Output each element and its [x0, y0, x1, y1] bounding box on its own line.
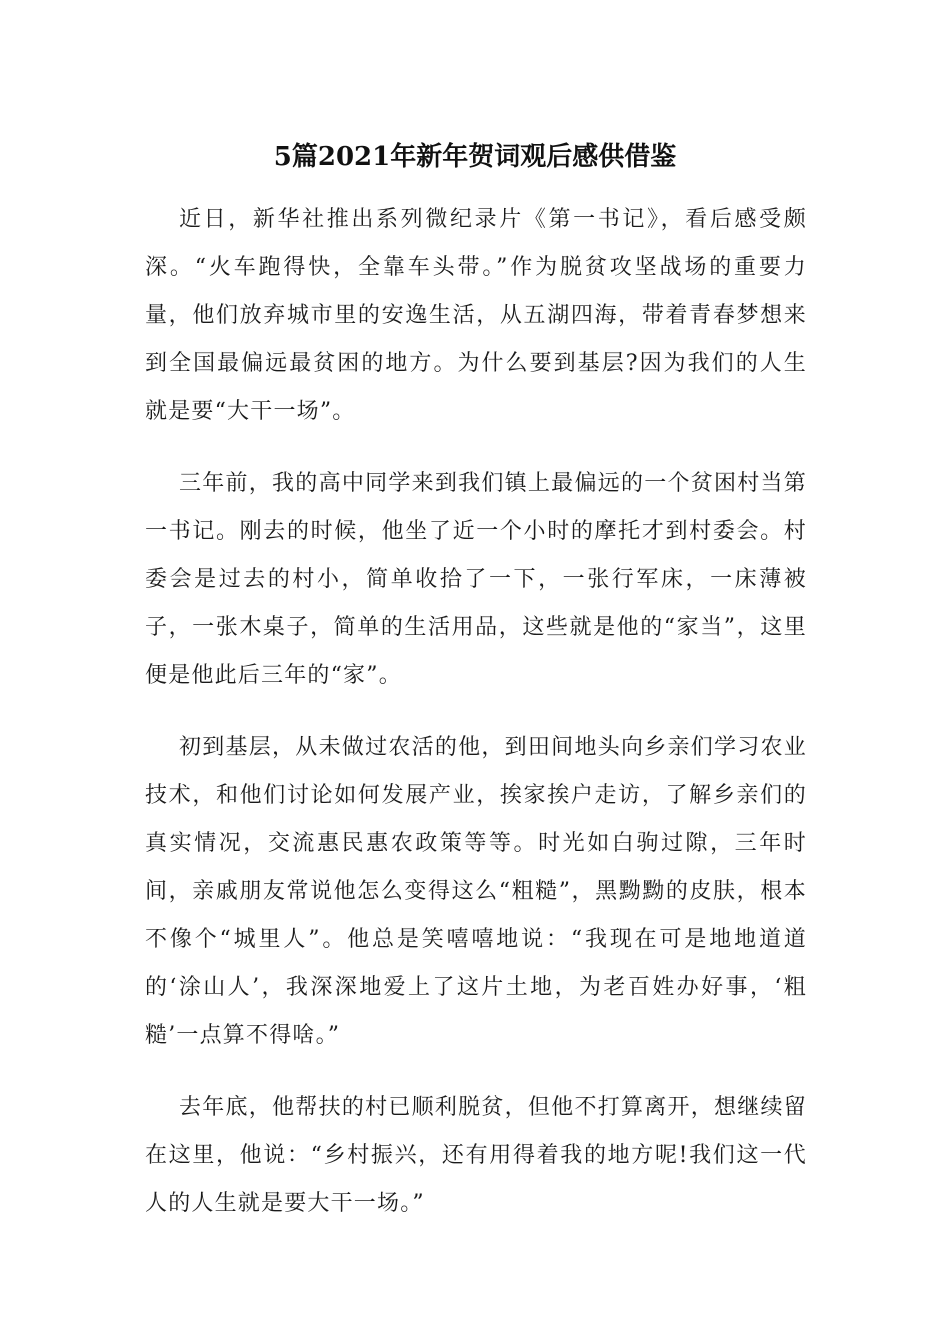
- document-title: 5篇2021年新年贺词观后感供借鉴: [273, 142, 677, 172]
- paragraph-4: 去年底，他帮扶的村已顺利脱贫，但他不打算离开，想继续留在这里，他说：“乡村振兴，还有用得着我的地方呢!我们这一代人的人生就是要大干一场。”: [145, 1095, 807, 1216]
- paragraph-1: 近日，新华社推出系列微纪录片《第一书记》，看后感受颇深。“火车跑得快，全靠车头带。”作为脱贫攻坚战场的重要力量，他们放弃城市里的安逸生活，从五湖四海，带着青春梦想来到全国最偏远最贫困的地方。为什么要到基层?因为我们的人生就是要“大干一场”。: [145, 207, 807, 424]
- paragraph-3: 初到基层，从未做过农活的他，到田间地头向乡亲们学习农业技术，和他们讨论如何发展产业，挨家挨户走访，了解乡亲们的真实情况，交流惠民惠农政策等等。时光如白驹过隙，三年时间，亲戚朋友常说他怎么变得这么“粗糙”，黑黝黝的皮肤，根本不像个“城里人”。他总是笑嘻嘻地说：“我现在可是地地道道的‘涂山人’，我深深地爱上了这片土地，为老百姓办好事，‘粗糙’一点算不得啥。”: [145, 735, 807, 1048]
- document-body: [145, 196, 807, 1252]
- paragraph-2: 三年前，我的高中同学来到我们镇上最偏远的一个贫困村当第一书记。刚去的时候，他坐了近一个小时的摩托才到村委会。村委会是过去的村小，简单收拾了一下，一张行军床，一床薄被子，一张木桌子，简单的生活用品，这些就是他的“家当”，这里便是他此后三年的“家”。: [145, 471, 807, 688]
